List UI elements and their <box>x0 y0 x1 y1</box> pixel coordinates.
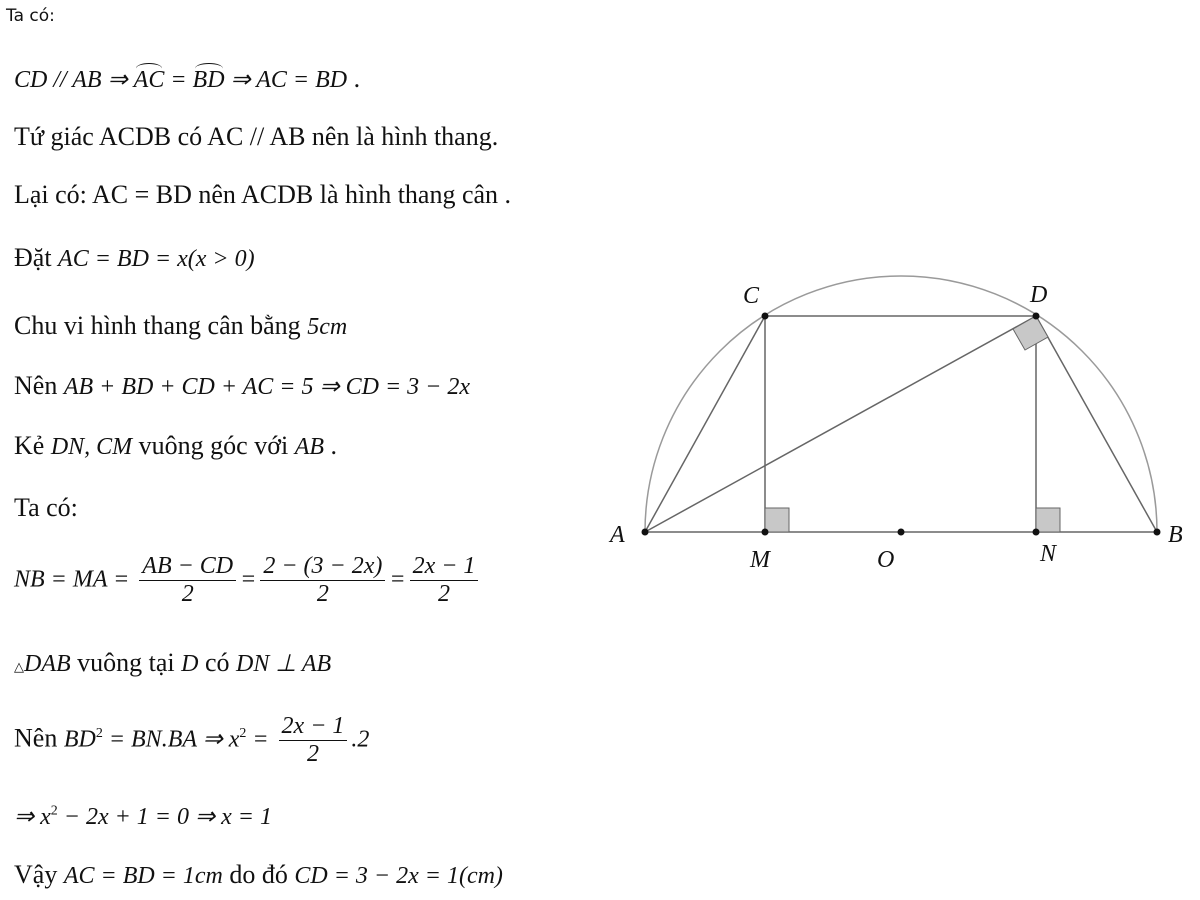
point-C <box>762 313 769 320</box>
math-run: DN, CM <box>50 434 133 460</box>
text-run: có <box>198 648 237 677</box>
point-A <box>642 529 649 536</box>
math-run: ⇒ AC = BD <box>224 67 348 93</box>
label-M: M <box>750 547 770 573</box>
math-run: = BN.BA ⇒ x <box>102 726 240 753</box>
math-run: = <box>246 726 275 753</box>
label-A: A <box>610 522 625 548</box>
label-D: D <box>1030 282 1048 308</box>
math-run: CD = 3 − 2x = 1(cm) <box>294 863 503 889</box>
text-run: vuông góc với <box>132 431 295 460</box>
semicircle-arc <box>645 276 1157 532</box>
point-B <box>1154 529 1161 536</box>
denominator: 2 <box>181 581 194 607</box>
right-angle-mark-M <box>765 508 789 532</box>
right-angle-mark-D <box>1013 316 1048 350</box>
text-run: Tứ giác ACDB có AC // AB nên là hình thang. <box>14 122 499 151</box>
segment-BD <box>1036 316 1157 532</box>
right-angle-mark-N <box>1036 508 1060 532</box>
text-run: Ta có: <box>6 6 55 26</box>
math-run: AC = BD = x(x > 0) <box>58 246 255 272</box>
math-run: = <box>389 566 406 593</box>
arc-notation: BD <box>192 67 225 93</box>
point-O <box>898 529 905 536</box>
math-run: 2 <box>239 725 247 741</box>
label-N: N <box>1040 541 1057 567</box>
numerator: AB − CD <box>139 553 236 581</box>
math-run: D <box>181 651 199 677</box>
arc-notation: AC <box>133 67 165 93</box>
math-run: DAB <box>24 651 71 677</box>
point-N <box>1033 529 1040 536</box>
numerator: 2x − 1 <box>279 713 348 741</box>
math-run: − 2x + 1 = 0 ⇒ x = 1 <box>57 804 272 830</box>
label-C: C <box>743 283 760 309</box>
text-run: Chu vi hình thang cân bằng <box>14 311 308 340</box>
numerator: 2x − 1 <box>410 553 479 581</box>
text-run: Nên <box>14 723 64 753</box>
segment-AD <box>645 316 1036 532</box>
text-run: Ta có: <box>14 493 78 522</box>
text-run: Kẻ <box>14 431 51 460</box>
math-run: = <box>240 566 257 593</box>
numerator: 2 − (3 − 2x) <box>260 553 385 581</box>
text-run: Đặt <box>14 243 59 272</box>
point-M <box>762 529 769 536</box>
math-run: 2 <box>50 803 58 819</box>
math-run: AC = BD = 1cm <box>63 863 223 889</box>
math-run: 2 <box>95 725 103 741</box>
denominator: 2 <box>438 581 450 607</box>
denominator: 2 <box>306 741 319 767</box>
math-run: NB = MA = <box>14 566 136 593</box>
math-run: 5cm <box>307 314 348 340</box>
math-run: △ <box>14 659 24 674</box>
text-run: Lại có: AC = BD nên ACDB là hình thang cân . <box>14 180 512 209</box>
label-B: B <box>1168 522 1183 548</box>
math-run: DN ⊥ AB <box>236 651 332 677</box>
math-run: AB <box>294 434 325 460</box>
text-run: . <box>324 431 338 460</box>
denominator: 2 <box>316 581 329 607</box>
math-run: CD // AB ⇒ <box>14 67 134 93</box>
math-run: .2 <box>351 726 370 753</box>
label-O: O <box>877 547 895 573</box>
math-run: ⇒ x <box>14 804 51 830</box>
text-run: . <box>347 64 361 93</box>
math-run: = <box>164 67 193 93</box>
text-run: do đó <box>222 860 295 889</box>
text-run: vuông tại <box>70 648 182 677</box>
math-run: AB + BD + CD + AC = 5 ⇒ CD = 3 − 2x <box>63 374 470 400</box>
point-D <box>1033 313 1040 320</box>
math-run: BD <box>63 726 96 753</box>
text-run: Nên <box>14 371 64 400</box>
text-run: Vậy <box>14 860 64 889</box>
